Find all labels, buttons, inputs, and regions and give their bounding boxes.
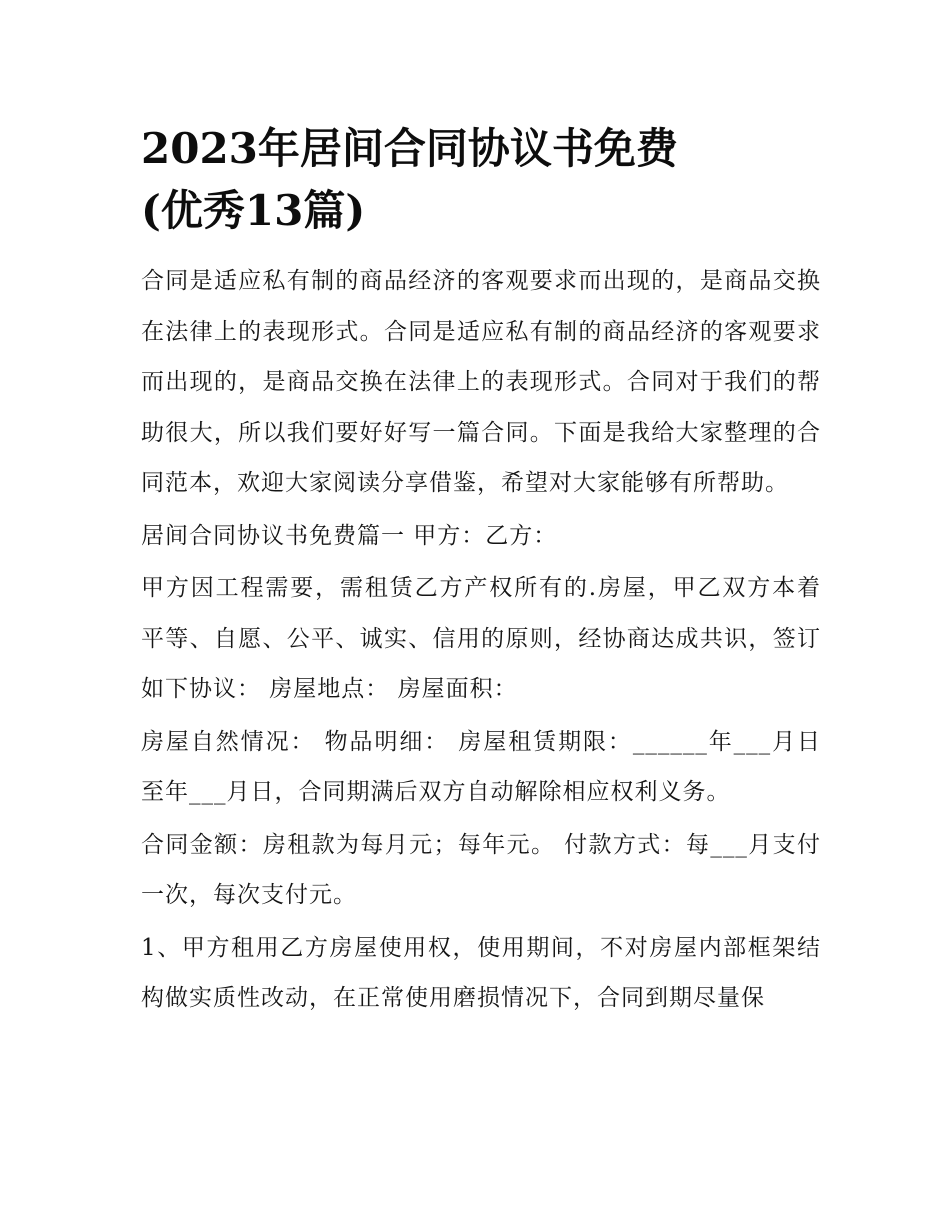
lease-purpose-paragraph: 甲方因工程需要，需租赁乙方产权所有的.房屋，甲乙双方本着平等、自愿、公平、诚实、信用的原则，经协商达成共识，签订如下协议： 房屋地点： 房屋面积： <box>141 575 821 702</box>
intro-paragraph: 合同是适应私有制的商品经济的客观要求而出现的，是商品交换在法律上的表现形式。合同是适应私有制的商品经济的客观要求而出现的，是商品交换在法律上的表现形式。合同对于我们的帮助很大，所以我们要好好写一篇合同。下面是我给大家整理的合同范本，欢迎大家阅读分享借鉴，希望对大家能够有所帮助。 <box>141 268 821 496</box>
title-line-1: 2023年居间合同协议书免费 <box>141 124 678 173</box>
clause-1-paragraph: 1、甲方租用乙方房屋使用权，使用期间，不对房屋内部框架结构做实质性改动，在正常使用磨损情况下，合同到期尽量保 <box>141 934 821 1011</box>
payment-paragraph: 合同金额：房租款为每月元；每年元。 付款方式：每___月支付一次，每次支付元。 <box>141 831 821 908</box>
lease-term-paragraph: 房屋自然情况： 物品明细： 房屋租赁期限：______年___月日至年___月日，合同期满后双方自动解除相应权利义务。 <box>141 728 821 805</box>
document-title <box>141 118 821 242</box>
document-body <box>141 118 821 1026</box>
title-line-2: (优秀13篇) <box>141 186 366 235</box>
section-heading-paragraph: 居间合同协议书免费篇一 甲方：乙方： <box>141 522 558 549</box>
